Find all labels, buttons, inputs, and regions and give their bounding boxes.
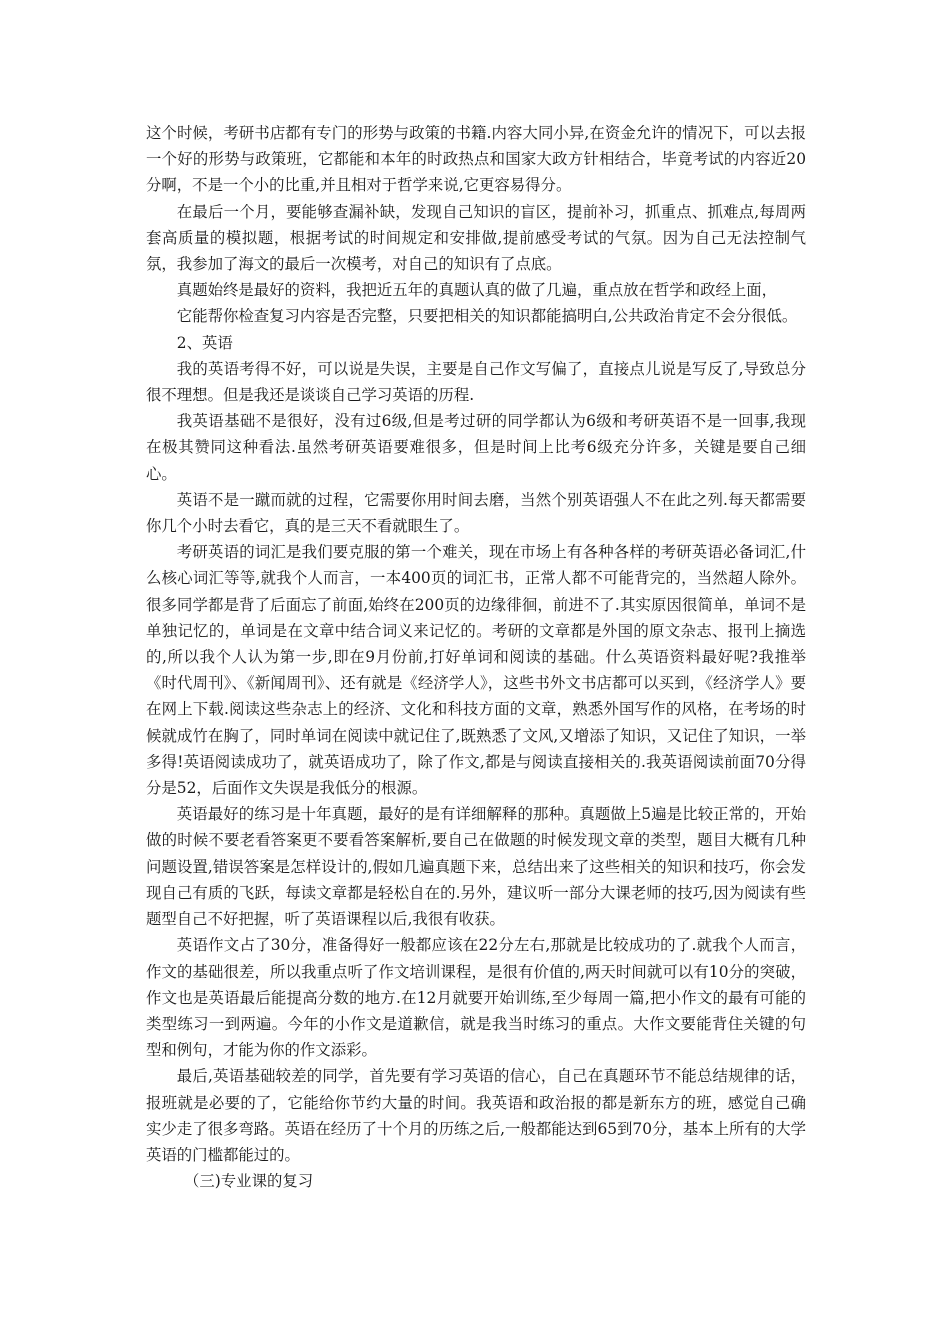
section-heading-english: 2、英语 — [176, 333, 233, 352]
paragraph-politics-policy: 这个时候，考研书店都有专门的形势与政策的书籍.内容大同小异,在资金允许的情况下，可以去报一个好的形势与政策班，它都能和本年的时政热点和国家大政方针相结合，毕竟考试的内容近20分啊，不是一个小的比重,并且相对于哲学来说,它更容易得分。 — [146, 124, 806, 195]
paragraph-english-practice: 英语最好的练习是十年真题，最好的是有详细解释的那种。真题做上5遍是比较正常的，开始做的时候不要老看答案更不要看答案解析,要自己在做题的时候发现文章的类型，题目大概有几种问题设置,错误答案是怎样设计的,假如几遍真题下来，总结出来了这些相关的知识和技巧，你会发现自己有质的飞跃，每读文章都是轻松自在的.另外，建议听一部分大课老师的技巧,因为阅读有些题型自己不好把握，听了英语课程以后,我很有收获。 — [146, 805, 806, 929]
paragraph-last-month: 在最后一个月，要能够查漏补缺，发现自己知识的盲区，提前补习，抓重点、抓难点,每周两套高质量的模拟题，根据考试的时间规定和安排做,提前感受考试的气氛。因为自己无法控制气氛，我参加了海文的最后一次模考，对自己的知识有了点底。 — [146, 202, 806, 274]
section-heading-major-course: （三)专业课的复习 — [184, 1172, 314, 1191]
document-body — [146, 120, 806, 1194]
paragraph-english-final: 最后,英语基础较差的同学，首先要有学习英语的信心，自己在真题环节不能总结规律的话，报班就是必要的了，它能给你节约大量的时间。我英语和政治报的都是新东方的班，感觉自己确实少走了很多弯路。英语在经历了十个月的历练之后,一般都能达到65到70分，基本上所有的大学英语的门槛都能过的。 — [146, 1067, 806, 1164]
paragraph-english-writing: 英语作文占了30分，准备得好一般都应该在22分左右,那就是比较成功的了.就我个人而言，作文的基础很差，所以我重点听了作文培训课程，是很有价值的,两天时间就可以有10分的突破，作文也是英语最后能提高分数的地方.在12月就要开始训练,至少每周一篇,把小作文的最有可能的类型练习一到两遍。今年的小作文是道歉信，就是我当时练习的重点。大作文要能背住关键的句型和例句，才能为你的作文添彩。 — [146, 936, 806, 1060]
paragraph-check-review: 它能帮你检查复习内容是否完整，只要把相关的知识都能搞明白,公共政治肯定不会分很低。 — [176, 307, 798, 326]
paragraph-english-foundation: 我英语基础不是很好，没有过6级,但是考过研的同学都认为6级和考研英语不是一回事,我现在极其赞同这种看法.虽然考研英语要难很多，但是时间上比考6级充分许多，关键是要自己细心。 — [146, 412, 806, 483]
paragraph-english-score: 我的英语考得不好，可以说是失误，主要是自己作文写偏了，直接点儿说是写反了,导致总分很不理想。但是我还是谈谈自己学习英语的历程. — [146, 359, 806, 405]
paragraph-english-process: 英语不是一蹴而就的过程，它需要你用时间去磨，当然个别英语强人不在此之列.每天都需要你几个小时去看它，真的是三天不看就眼生了。 — [146, 490, 806, 536]
paragraph-english-vocabulary: 考研英语的词汇是我们要克服的第一个难关，现在市场上有各种各样的考研英语必备词汇,什么核心词汇等等,就我个人而言，一本400页的词汇书，正常人都不可能背完的，当然超人除外。很多同学都是背了后面忘了前面,始终在200页的边缘徘徊，前进不了.其实原因很简单，单词不是单独记忆的，单词是在文章中结合词义来记忆的。考研的文章都是外国的原文杂志、报刊上摘选的,所以我个人认为第一步,即在9月份前,打好单词和阅读的基础。什么英语资料最好呢?我推举《时代周刊》、《新闻周刊》、还有就是《经济学人》，这些书外文书店都可以买到，《经济学人》要在网上下载.阅读这些杂志上的经济、文化和科技方面的文章，熟悉外国写作的风格，在考场的时候就成竹在胸了，同时单词在阅读中就记住了,既熟悉了文风,又增添了知识，又记住了知识，一举多得!英语阅读成功了，就英语成功了，除了作文,都是与阅读直接相关的.我英语阅读前面70分得分是52，后面作文失误是我低分的根源。 — [146, 543, 806, 798]
paragraph-past-papers: 真题始终是最好的资料，我把近五年的真题认真的做了几遍，重点放在哲学和政经上面， — [176, 281, 778, 300]
